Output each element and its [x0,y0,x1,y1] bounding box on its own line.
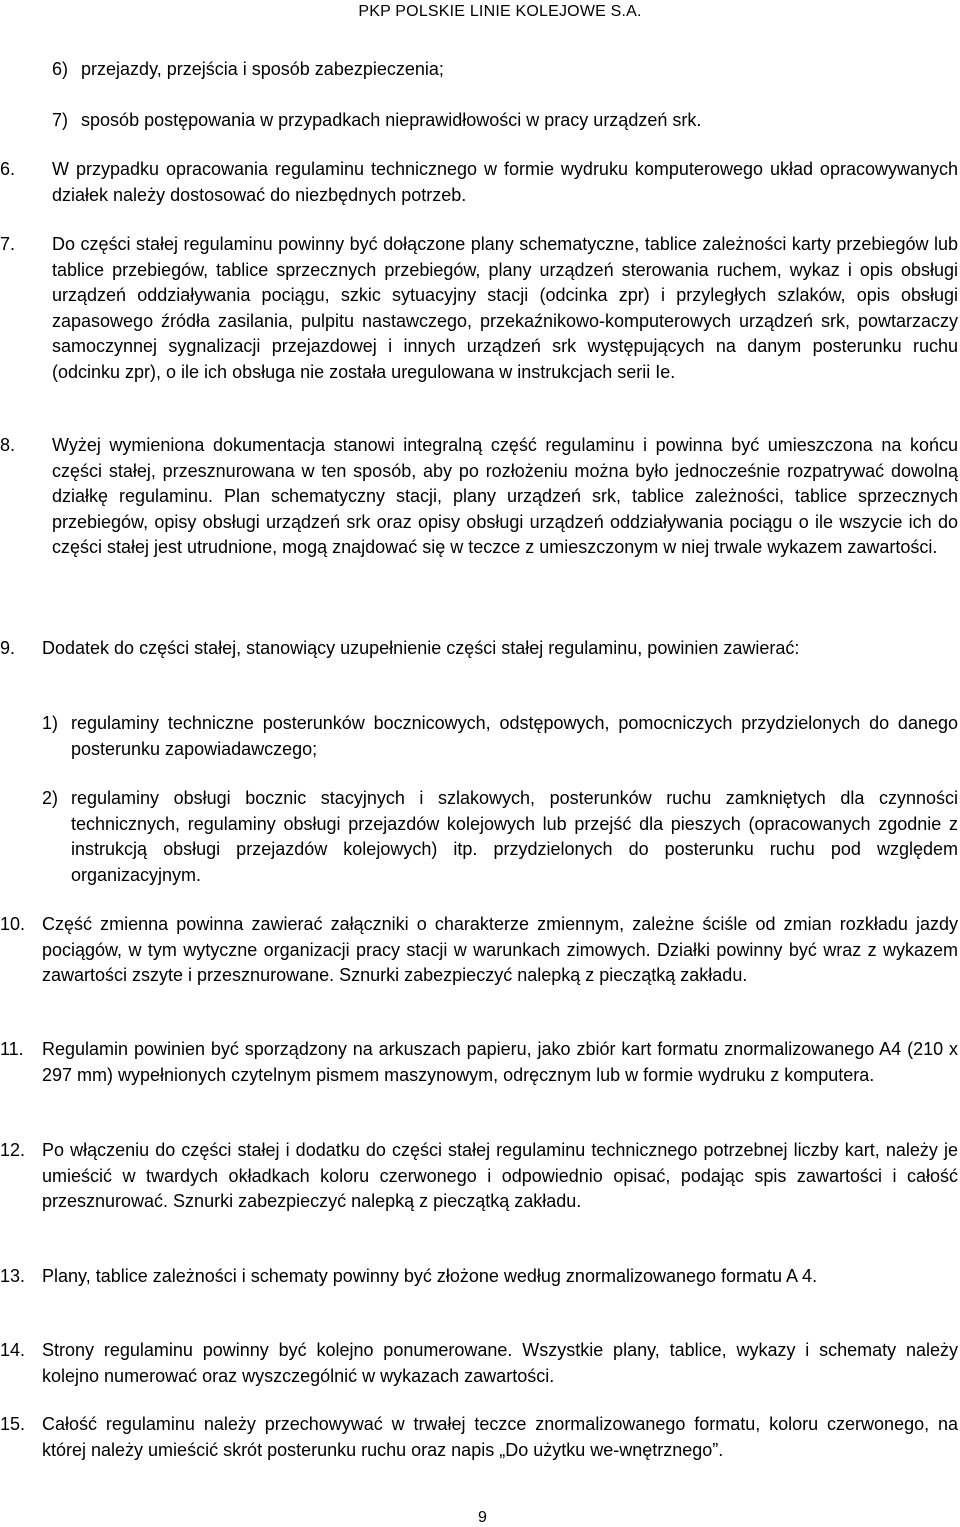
section-12 [0,1138,958,1215]
list-item [52,108,932,134]
sub-marker: 2) [42,788,59,808]
section-text: Część zmienna powinna zawierać załączniki o charakterze zmiennym, zależne ściśle od zmian rozkładu jazdy pociągów, w tym wytyczne organizacji pracy stacji w warunkach zimowych. Działki powinny być wraz z wykazem zawartości zszyte i przesznurowane. Sznurki zabezpieczyć nalepką z pieczątką zakładu. [42,914,958,986]
section-text: Do części stałej regulaminu powinny być dołączone plany schematyczne, tablice zależności karty przebiegów lub tablice przebiegów, tablice sprzecznych przebiegów, plany urządzeń sterowania ruchem, wykaz i opis obsługi urządzeń oddziaływania pociągu, szkic sytuacyjny stacji (odcinka zpr) i przyległych szlaków, opis obsługi zapasowego źródła zasilania, pulpitu nastawczego, przekaźnikowo-komputerowych urządzeń srk, powtarzaczy samoczynnej sygnalizacji przejazdowej i innych urządzeń srk występujących na danym posterunku ruchu (odcinku zpr), o ile ich obsługa nie została uregulowana w instrukcjach serii Ie. [52,234,958,382]
section-number: 11. [0,1039,24,1059]
section-number: 7. [0,234,16,254]
section-7 [0,232,958,386]
section-number: 10. [0,914,26,934]
list-marker: 7) [52,110,69,130]
section-11 [0,1037,958,1088]
list-item [52,57,932,83]
section-number: 6. [0,159,16,179]
section-8 [0,433,958,561]
list-text: sposób postępowania w przypadkach nieprawidłowości w pracy urządzeń srk. [81,110,702,130]
section-text: Całość regulaminu należy przechowywać w trwałej teczce znormalizowanego formatu, koloru czerwonego, na której należy umieścić skrót posterunku ruchu oraz napis „Do użytku we-wnętrznego”. [42,1414,958,1460]
sub-marker: 1) [42,713,59,733]
section-number: 9. [0,638,16,658]
section-text: W przypadku opracowania regulaminu technicznego w formie wydruku komputerowego układ opracowywanych działek należy dostosować do niezbędnych potrzeb. [52,159,958,205]
section-text: Regulamin powinien być sporządzony na arkuszach papieru, jako zbiór kart formatu znormalizowanego A4 (210 x 297 mm) wypełnionych czytelnym pismem maszynowym, odręcznym lub w formie wydruku z komputera. [42,1039,958,1085]
section-13 [0,1264,958,1290]
section-number: 8. [0,435,16,455]
section-text: Strony regulaminu powinny być kolejno ponumerowane. Wszystkie plany, tablice, wykazy i schematy należy kolejno numerować oraz wyszczególnić w wykazach zawartości. [42,1340,958,1386]
section-text: Dodatek do części stałej, stanowiący uzupełnienie części stałej regulaminu, powinien zawierać: [42,638,800,658]
list-marker: 6) [52,59,69,79]
section-10 [0,912,958,989]
sub-text: regulaminy obsługi bocznic stacyjnych i szlakowych, posterunków ruchu zamkniętych dla czynności technicznych, regulaminy obsługi przejazdów kolejowych lub przejść dla pieszych (opracowanych zgodnie z instrukcją obsługi przejazdów kolejowych) itp. przydzielonych do posterunku ruchu pod względem organizacyjnym. [71,788,958,885]
section-number: 14. [0,1340,26,1360]
section-number: 13. [0,1266,26,1286]
sub-text: regulaminy techniczne posterunków bocznicowych, odstępowych, pomocniczych przydzielonych do danego posterunku zapowiadawczego; [71,713,958,759]
section-text: Po włączeniu do części stałej i dodatku do części stałej regulaminu technicznego potrzebnej liczby kart, należy je umieścić w twardych okładkach koloru czerwonego i odpowiednio opisać, podając spis zawartości i całość przesznurować. Sznurki zabezpieczyć nalepką z pieczątką zakładu. [42,1140,958,1212]
section-14 [0,1338,958,1389]
page-header: PKP POLSKIE LINIE KOLEJOWE S.A. [358,3,642,20]
section-6 [0,157,958,208]
section-15 [0,1412,958,1463]
section-number: 12. [0,1140,26,1160]
sub-item [42,711,958,762]
section-text: Plany, tablice zależności i schematy powinny być złożone według znormalizowanego formatu A 4. [42,1266,818,1286]
list-text: przejazdy, przejścia i sposób zabezpieczenia; [81,59,444,79]
section-text: Wyżej wymieniona dokumentacja stanowi integralną część regulaminu i powinna być umieszczona na końcu części stałej, przesznurowana w ten sposób, aby po rozłożeniu można było jednocześnie rozpatrywać dowolną działkę regulaminu. Plan schematyczny stacji, plany urządzeń srk, tablice zależności, tablice sprzecznych przebiegów, opisy obsługi urządzeń srk oraz opisy obsługi urządzeń oddziaływania pociągu o ile wszycie ich do części stałej jest utrudnione, mogą znajdować się w teczce z umieszczonym w niej trwale wykazem zawartości. [52,435,958,558]
page-number: 9 [478,1509,487,1526]
section-9 [0,636,958,662]
sub-item [42,786,958,888]
section-number: 15. [0,1414,26,1434]
